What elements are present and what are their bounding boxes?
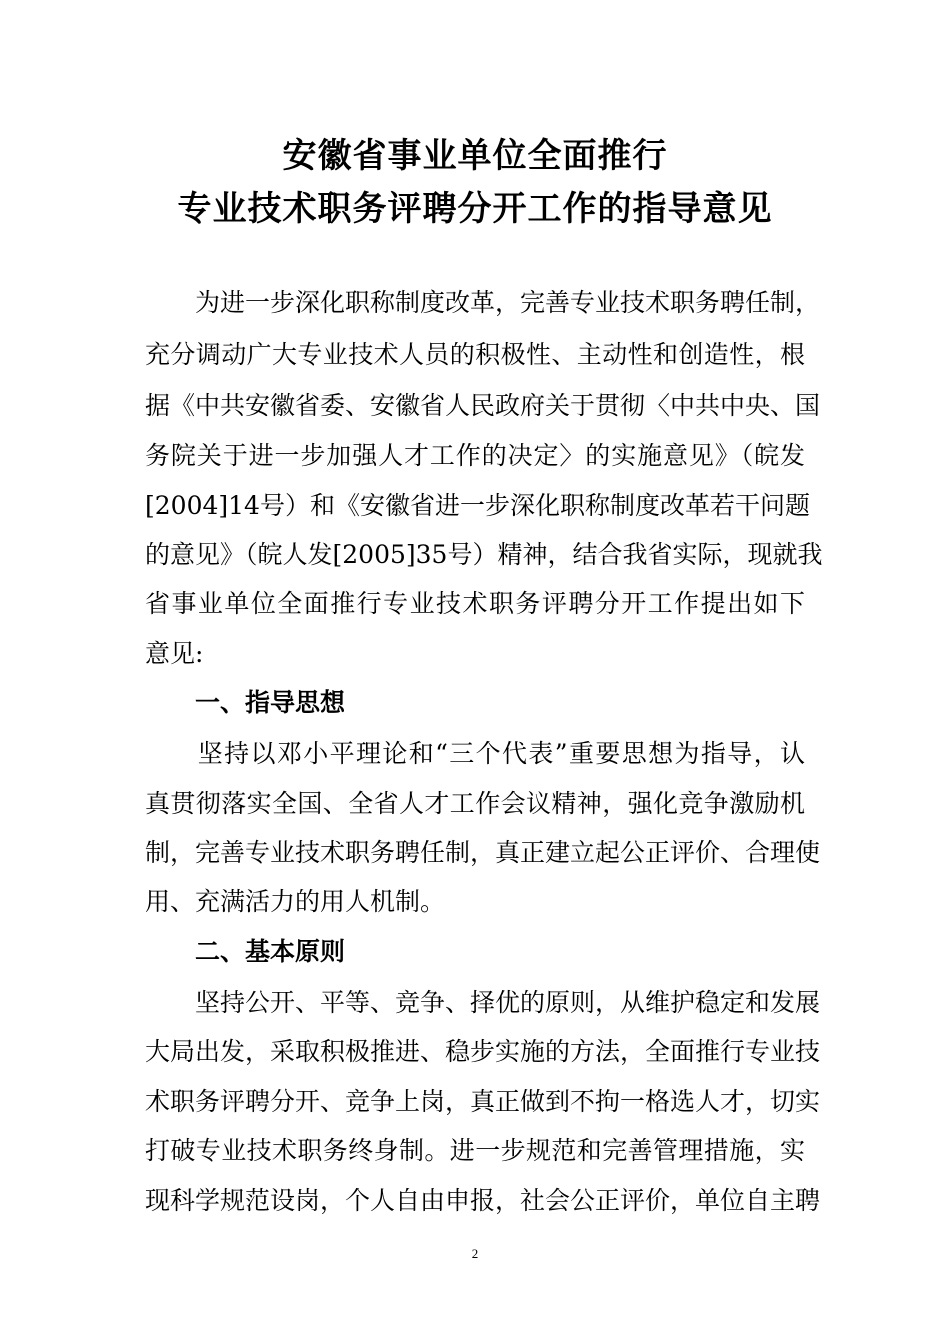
section2-line: 大局出发，采取积极推进、稳步实施的方法，全面推行专业技	[145, 1037, 821, 1066]
section1-line: 制，完善专业技术职务聘任制，真正建立起公正评价、合理使	[145, 838, 821, 867]
document-title-line-1: 安徽省事业单位全面推行	[282, 136, 668, 176]
section1-line: 用、充满活力的用人机制。	[145, 887, 446, 916]
document-title-line-2: 专业技术职务评聘分开工作的指导意见	[177, 189, 773, 229]
intro-line: 务院关于进一步加强人才工作的决定〉的实施意见》（皖发	[145, 441, 805, 470]
section-heading-guiding-ideology: 一、指导思想	[195, 688, 346, 717]
intro-line: 的意见》（皖人发[2005]35号）精神，结合我省实际，现就我	[145, 540, 823, 569]
intro-line: 省事业单位全面推行专业技术职务评聘分开工作提出如下	[145, 589, 805, 618]
intro-line: [2004]14号）和《安徽省进一步深化职称制度改革若干问题	[145, 491, 810, 520]
section2-line: 坚持公开、平等、竞争、择优的原则，从维护稳定和发展	[145, 988, 821, 1017]
intro-line: 据《中共安徽省委、安徽省人民政府关于贯彻〈中共中央、国	[145, 391, 821, 420]
section2-line: 术职务评聘分开、竞争上岗，真正做到不拘一格选人才，切实	[145, 1087, 821, 1116]
section1-line: 真贯彻落实全国、全省人才工作会议精神，强化竞争激励机	[145, 789, 805, 818]
intro-line: 为进一步深化职称制度改革，完善专业技术职务聘任制，	[145, 288, 821, 317]
intro-line: 意见:	[145, 639, 204, 668]
section2-line: 打破专业技术职务终身制。进一步规范和完善管理措施，实	[145, 1136, 805, 1165]
section2-line: 现科学规范设岗，个人自由申报，社会公正评价，单位自主聘	[145, 1186, 821, 1215]
section1-line: 坚持以邓小平理论和“三个代表”重要思想为指导，认	[145, 739, 805, 768]
page-number: 2	[471, 1246, 479, 1261]
intro-line: 充分调动广大专业技术人员的积极性、主动性和创造性，根	[145, 340, 805, 369]
section-heading-basic-principles: 二、基本原则	[195, 937, 346, 966]
